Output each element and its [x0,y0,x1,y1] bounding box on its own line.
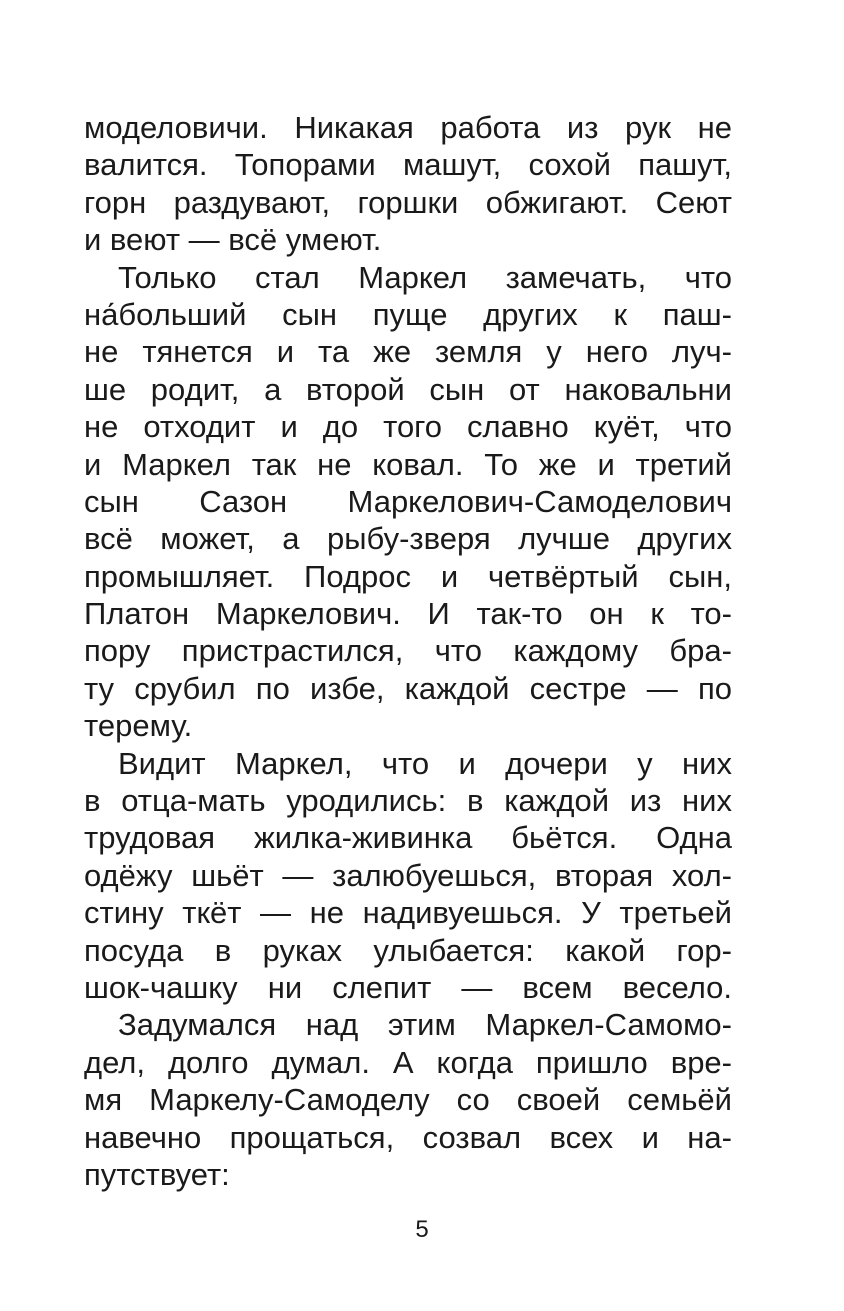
text-line: шок-чашку ни слепит — всем весело. [84,969,732,1005]
text-line: не тянется и та же земля у него луч- [84,334,732,370]
text-line: не отходит и до того славно куёт, что [84,409,732,445]
text-line: горн раздувают, горшки обжигают. Сеют [84,184,732,220]
text-line: путствует: [84,1156,230,1192]
text-line: моделовичи. Никакая работа из рук не [84,110,732,145]
text-line: терему. [84,708,193,744]
text-line: Платон Маркелович. И так-то он к то- [84,596,732,632]
text-line: на́больший сын пуще других к паш- [84,296,732,332]
text-line: Видит Маркел, что и дочери у них [118,745,732,781]
text-line: навечно прощаться, созвал всех и на- [84,1119,732,1155]
text-line: Задумался над этим Маркел-Самомо- [118,1007,732,1043]
text-line: ше родит, а второй сын от наковальни [84,371,732,407]
text-line: промышляет. Подрос и четвёртый сын, [84,558,732,594]
text-line: и веют — всё умеют. [84,222,382,258]
text-line: в отца-мать уродились: в каждой из них [84,783,732,819]
text-line: сын Сазон Маркелович-Самоделович [84,483,732,519]
text-line: трудовая жилка-живинка бьётся. Одна [84,820,732,856]
text-line: одёжу шьёт — залюбуешься, вторая хол- [84,857,732,893]
text-line: всё может, а рыбу-зверя лучше других [84,521,732,557]
text-line: ту срубил по избе, каждой сестре — по [84,670,732,706]
text-line: посуда в руках улыбается: какой гор- [84,932,732,968]
text-line: пору пристрастился, что каждому бра- [84,633,732,669]
text-line: Только стал Маркел замечать, что [118,259,732,295]
text-line: стину ткёт — не надивуешься. У третьей [84,895,732,931]
body-text [84,109,732,1193]
text-line: дел, долго думал. А когда пришло вре- [84,1044,732,1080]
text-line: и Маркел так не ковал. То же и третий [84,446,732,482]
text-line: мя Маркелу-Самоделу со своей семьёй [84,1082,732,1118]
page-number: 5 [415,1216,429,1243]
text-line: валится. Топорами машут, сохой пашут, [84,147,732,183]
